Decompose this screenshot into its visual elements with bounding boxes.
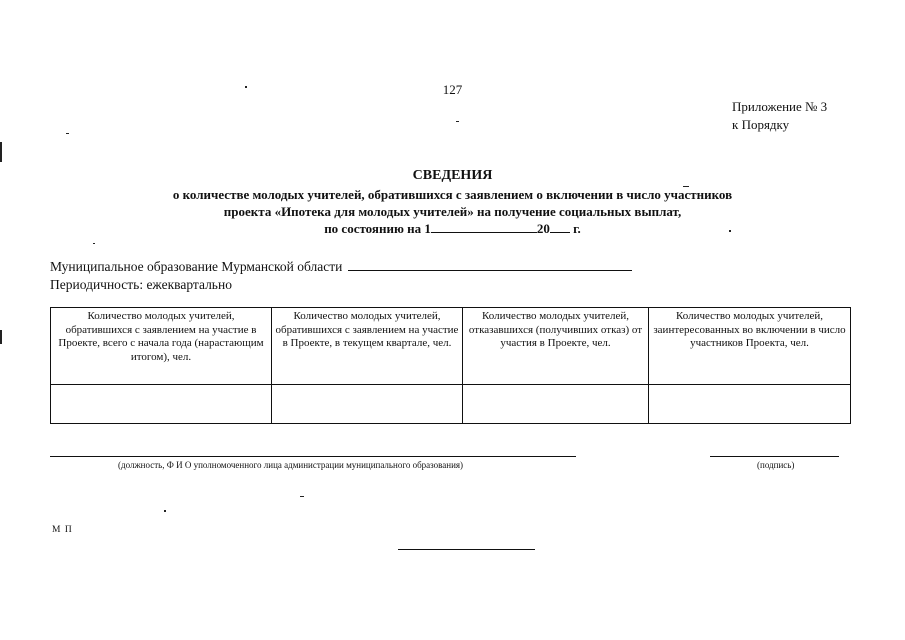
subtitle-line-3: [60, 220, 845, 237]
scan-speck: [300, 496, 304, 497]
scan-speck: [164, 510, 166, 512]
date-year-blank[interactable]: [550, 220, 570, 233]
table-header-cell: Количество молодых учителей, заинтересованных во включении в число участников Проекта, чел.: [649, 308, 851, 385]
table-cell[interactable]: [649, 385, 851, 424]
municipality-row: [50, 259, 632, 275]
table-cell[interactable]: [51, 385, 272, 424]
scan-mark: [0, 142, 2, 162]
table-header-cell: Количество молодых учителей, обратившихся с заявлением на участие в Проекте, в текущем квартале, чел.: [272, 308, 463, 385]
stamp-label: М П: [52, 525, 73, 535]
scan-speck: [456, 121, 459, 122]
subtitle-line-2: проекта «Ипотека для молодых учителей» на получение социальных выплат,: [223, 204, 682, 219]
table-cell[interactable]: [272, 385, 463, 424]
scan-speck: [683, 186, 689, 187]
document-title: СВЕДЕНИЯ: [412, 168, 493, 183]
scan-speck: [729, 230, 731, 232]
scan-speck: [93, 243, 95, 244]
table-header-cell: Количество молодых учителей, отказавшихся (получивших отказ) от участия в Проекте, чел.: [463, 308, 649, 385]
position-signature-line[interactable]: [50, 456, 576, 457]
scan-speck: [66, 133, 69, 134]
table-cell[interactable]: [463, 385, 649, 424]
date-day-month-blank[interactable]: [431, 220, 537, 233]
table-header-row: [51, 308, 851, 385]
report-table: [50, 307, 851, 424]
appendix-reference: [732, 98, 827, 134]
scan-mark: [0, 330, 2, 344]
subtitle-line-1: о количестве молодых учителей, обратившихся с заявлением о включении в число участников: [172, 187, 733, 202]
date-suffix: г.: [573, 221, 581, 236]
date-year-prefix: 20: [536, 221, 550, 236]
periodicity-label: Периодичность: ежеквартально: [50, 277, 232, 292]
bottom-line: [398, 549, 535, 550]
appendix-line-2: к Порядку: [732, 117, 790, 132]
signature-caption: (подпись): [757, 460, 795, 470]
position-caption: (должность, Ф И О уполномоченного лица администрации муниципального образования): [118, 460, 464, 470]
page-number: 127: [442, 82, 463, 97]
table-row: [51, 385, 851, 424]
document-subtitle: [60, 186, 845, 237]
date-prefix: по состоянию на 1: [324, 221, 431, 236]
signature-line[interactable]: [710, 456, 839, 457]
scan-speck: [245, 86, 247, 88]
municipality-label: Муниципальное образование Мурманской области: [50, 259, 343, 274]
table-header-cell: Количество молодых учителей, обратившихся с заявлением на участие в Проекте, всего с начала года (нарастающим итогом), чел.: [51, 308, 272, 385]
appendix-line-1: Приложение № 3: [732, 99, 828, 114]
municipality-field[interactable]: [348, 259, 632, 271]
